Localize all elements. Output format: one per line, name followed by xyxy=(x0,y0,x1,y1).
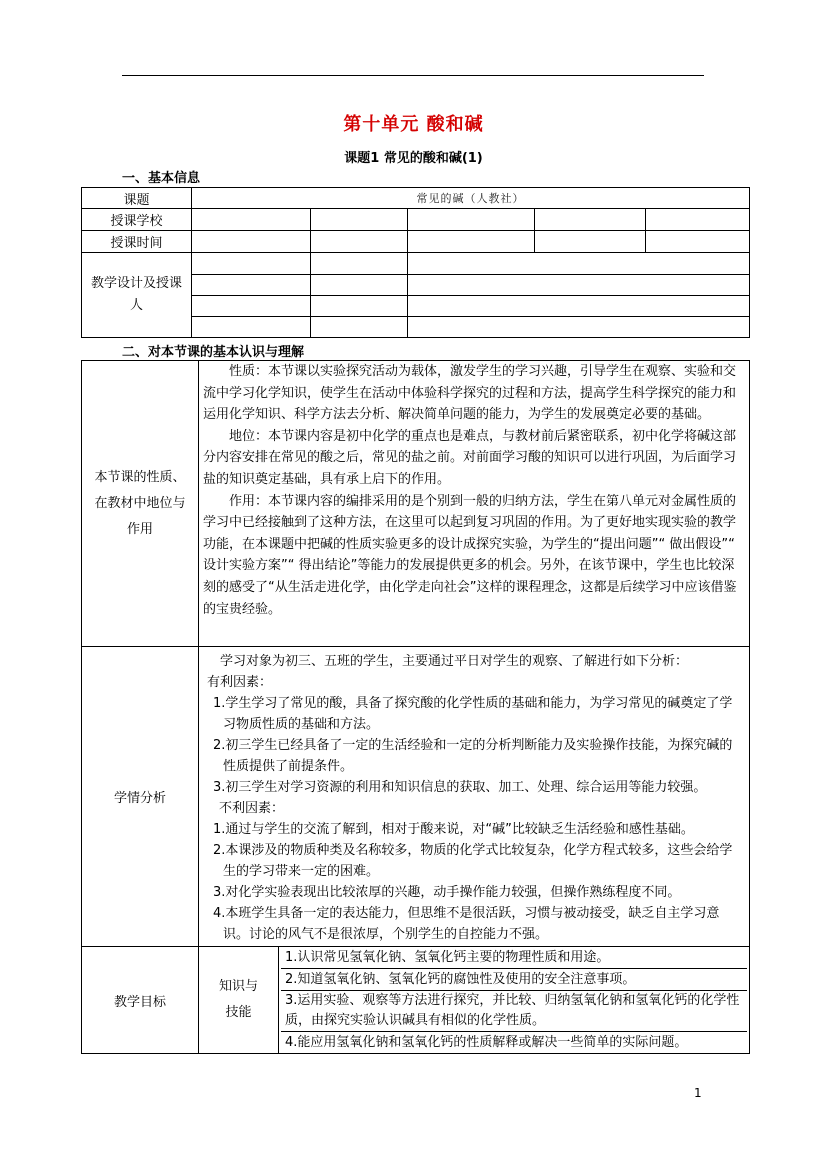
designer-cell xyxy=(311,317,408,338)
role-paragraph: 性质：本节课以实验探究活动为载体，激发学生的学习兴趣，引导学生在观察、实验和交流中学习化学知识，使学生在活动中体验科学探究的过程和方法，提高学生科学探究的能力和运用化学知识、科学方法去分析、解决简单问题的能力，为学生的发展奠定必要的基础。 xyxy=(203,364,737,423)
favorable-item: 1.学生学习了常见的酸，具备了探究酸的化学性质的基础和能力，为学习常见的碱奠定了学习物质性质的基础和方法。 xyxy=(213,696,733,732)
designer-cell xyxy=(408,296,750,317)
school-cell xyxy=(192,209,311,231)
unfavorable-item: 3.对化学实验表现出比较浓厚的兴趣，动手操作能力较强，但操作熟练程度不同。 xyxy=(213,885,681,900)
favorable-item: 2.初三学生已经具备了一定的生活经验和一定的分析判断能力及实验操作技能，为探究碱的性质提供了前提条件。 xyxy=(213,738,733,774)
school-label: 授课学校 xyxy=(82,209,192,231)
lesson-title: 课题1 常见的酸和碱(1) xyxy=(344,151,483,166)
unfavorable-item: 2.本课涉及的物质种类及名称较多，物质的化学式比较复杂，化学方程式较多，这些会给学生的学习带来一定的困难。 xyxy=(213,843,733,879)
time-cell xyxy=(192,231,311,253)
time-cell xyxy=(535,231,646,253)
role-paragraph: 作用：本节课内容的编排采用的是个别到一般的归纳方法，学生在第八单元对金属性质的学习中已经接触到了这种方法，在这里可以起到复习巩固的作用。为了更好地实现实验的教学功能，在本课题中把碱的性质实验更多的设计成探究实验，为学生的“提出问题”“ 做出假设”“ 设计实验方案”“ 得出结论”等能力的发展提供更多的机会。另外，在该节课中，学生也比较深刻的感受了“从生活走进化学，由化学走向社会”这样的课程理念，这都是后续学习中应该借鉴的宝贵经验。 xyxy=(203,493,737,617)
goal-item: 1.认识常见氢氧化钠、氢氧化钙主要的物理性质和用途。 xyxy=(281,947,747,969)
section1-heading: 一、基本信息 xyxy=(122,171,201,186)
favorable-label: 有利因素： xyxy=(207,675,273,690)
designer-cell xyxy=(311,253,408,275)
unfavorable-item: 4.本班学生具备一定的表达能力，但思维不是很活跃，习惯与被动接受，缺乏自主学习意识。讨论的风气不是很浓厚，个别学生的自控能力不强。 xyxy=(213,906,720,942)
time-cell xyxy=(408,231,535,253)
designer-cell xyxy=(408,253,750,275)
basic-info-table xyxy=(81,187,750,338)
topic-value: 常见的碱（人教社） xyxy=(192,188,750,209)
designer-cell xyxy=(192,317,311,338)
time-cell xyxy=(646,231,750,253)
analysis-content xyxy=(199,647,750,947)
goals-sub-label: 知识与技能 xyxy=(199,947,279,1054)
role-content xyxy=(199,361,750,647)
designer-cell xyxy=(192,275,311,296)
goal-item: 4.能应用氢氧化钠和氢氧化钙的性质解释或解决一些简单的实际问题。 xyxy=(285,1035,688,1050)
role-label: 本节课的性质、在教材中地位与作用 xyxy=(82,361,199,647)
designer-cell xyxy=(192,296,311,317)
favorable-item: 3.初三学生对学习资源的利用和知识信息的获取、加工、处理、综合运用等能力较强。 xyxy=(213,780,707,795)
time-label: 授课时间 xyxy=(82,231,192,253)
understanding-table xyxy=(81,360,750,1054)
unfavorable-label: 不利因素： xyxy=(219,801,285,816)
goals-label: 教学目标 xyxy=(82,947,199,1054)
designer-cell xyxy=(408,275,750,296)
school-cell xyxy=(646,209,750,231)
goals-content xyxy=(279,947,750,1054)
unfavorable-item: 1.通过与学生的交流了解到，相对于酸来说，对“碱”比较缺乏生活经验和感性基础。 xyxy=(213,822,694,837)
analysis-label: 学情分析 xyxy=(82,647,199,947)
header-rule xyxy=(122,75,704,76)
time-cell xyxy=(311,231,408,253)
section2-heading: 二、对本节课的基本认识与理解 xyxy=(122,345,305,360)
designer-cell xyxy=(311,275,408,296)
designer-cell xyxy=(311,296,408,317)
designer-cell xyxy=(408,317,750,338)
topic-label: 课题 xyxy=(82,188,192,209)
designer-cell xyxy=(192,253,311,275)
analysis-intro: 学习对象为初三、五班的学生，主要通过平日对学生的观察、了解进行如下分析： xyxy=(220,654,689,669)
goal-item: 2.知道氢氧化钠、氢氧化钙的腐蚀性及使用的安全注意事项。 xyxy=(281,969,747,991)
school-cell xyxy=(311,209,408,231)
designer-label: 教学设计及授课人 xyxy=(82,253,192,338)
school-cell xyxy=(408,209,535,231)
role-paragraph: 地位：本节课内容是初中化学的重点也是难点，与教材前后紧密联系，初中化学将碱这部分内容安排在常见的酸之后，常见的盐之前。对前面学习酸的知识可以进行巩固，为后面学习盐的知识奠定基础，具有承上启下的作用。 xyxy=(203,428,737,487)
page-number: 1 xyxy=(694,1086,702,1100)
school-cell xyxy=(535,209,646,231)
unit-title: 第十单元 酸和碱 xyxy=(343,114,484,135)
goal-item: 3.运用实验、观察等方法进行探究，并比较、归纳氢氧化钠和氢氧化钙的化学性质，由探究实验认识碱具有相似的化学性质。 xyxy=(281,991,747,1032)
